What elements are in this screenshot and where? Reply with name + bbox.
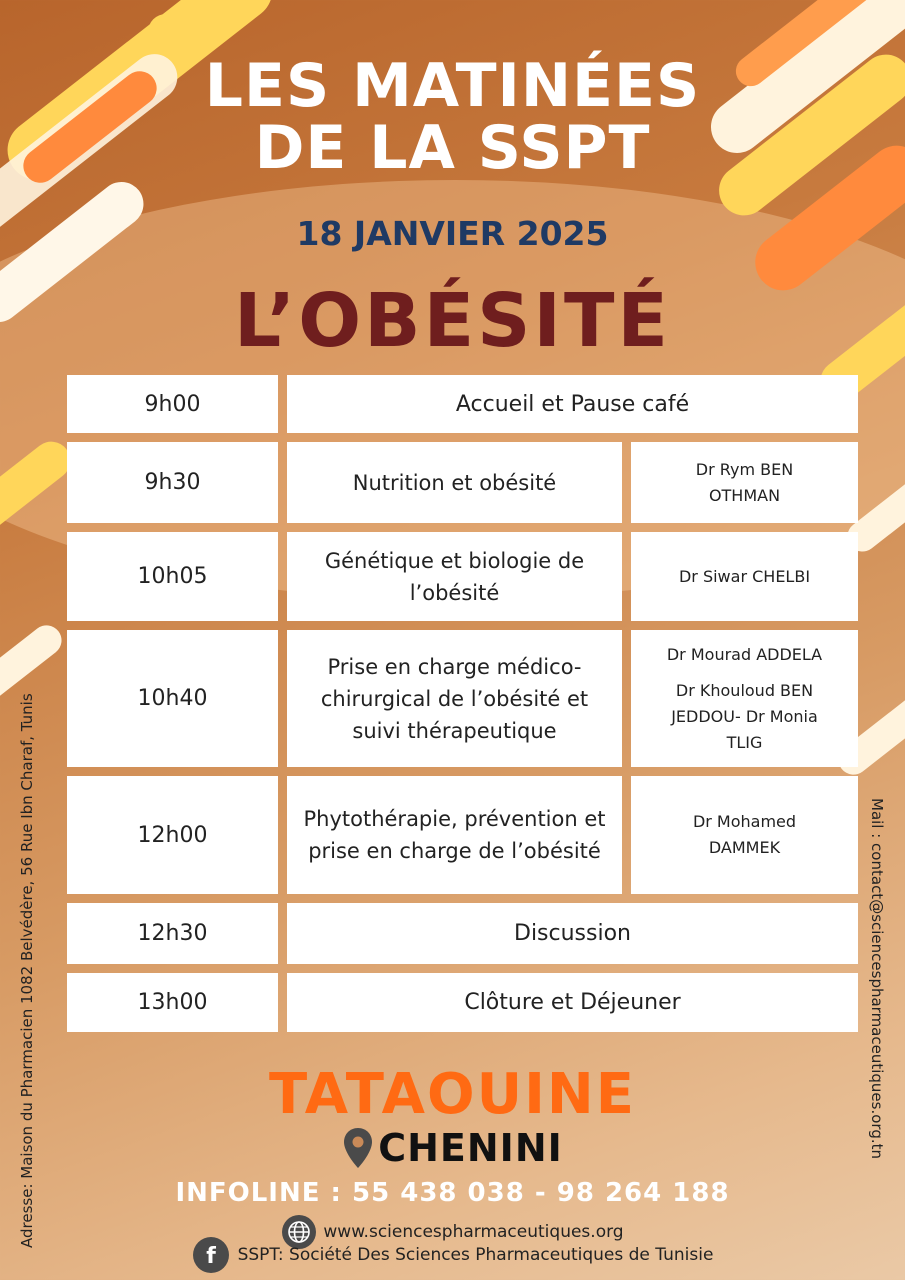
location-pin-icon xyxy=(342,1126,374,1170)
table-row-time: 12h00 xyxy=(67,776,278,894)
facebook-icon[interactable] xyxy=(192,1236,230,1274)
table-row-topic: Génétique et biologie de l’obésité xyxy=(287,532,622,621)
svg-text:f: f xyxy=(205,1244,216,1269)
website-url[interactable]: www.sciencespharmaceutiques.org xyxy=(323,1222,624,1242)
table-row-speaker: Dr Mohamed DAMMEK xyxy=(631,776,858,894)
event-subject: L’OBÉSITÉ xyxy=(234,278,671,364)
table-row-topic: Phytothérapie, prévention et prise en charge de l’obésité xyxy=(287,776,622,894)
mail-text[interactable]: Mail : contact@sciencespharmaceutiques.org.tn xyxy=(868,798,886,1160)
event-title-line-1: LES MATINÉES xyxy=(204,51,701,121)
table-row-time: 12h30 xyxy=(67,903,278,964)
table-row-time: 9h30 xyxy=(67,442,278,523)
table-row-time: 10h05 xyxy=(67,532,278,621)
speaker-name: Dr Khouloud BEN JEDDOU- Dr Monia TLIG xyxy=(671,680,818,752)
event-title-line-2: DE LA SSPT xyxy=(254,113,651,183)
table-row-speaker: Dr Siwar CHELBI xyxy=(631,532,858,621)
table-row-topic: Prise en charge médico-chirurgical de l’obésité et suivi thérapeutique xyxy=(287,630,622,767)
event-city: TATAOUINE xyxy=(268,1062,637,1127)
table-row-time: 10h40 xyxy=(67,630,278,767)
table-row-speaker: Dr Rym BEN OTHMAN xyxy=(631,442,858,523)
address-text: Adresse: Maison du Pharmacien 1082 Belvédère, 56 Rue Ibn Charaf, Tunis xyxy=(18,693,36,1248)
table-row-topic: Discussion xyxy=(287,903,858,964)
table-row-topic: Nutrition et obésité xyxy=(287,442,622,523)
event-place xyxy=(0,1126,905,1170)
table-row-time: 9h00 xyxy=(67,375,278,433)
table-row-topic: Clôture et Déjeuner xyxy=(287,973,858,1032)
speaker-name: Dr Mourad ADDELA xyxy=(666,644,823,664)
table-row-time: 13h00 xyxy=(67,973,278,1032)
table-row-topic: Accueil et Pause café xyxy=(287,375,858,433)
decor-dot xyxy=(148,14,184,50)
infoline: INFOLINE : 55 438 038 - 98 264 188 xyxy=(175,1178,730,1208)
organization xyxy=(0,1236,905,1274)
organization-name: SSPT: Société Des Sciences Pharmaceutiques de Tunisie xyxy=(237,1245,714,1265)
event-date: 18 JANVIER 2025 xyxy=(296,214,609,253)
table-row-speakers xyxy=(631,630,858,767)
event-place-name: CHENINI xyxy=(378,1126,563,1170)
